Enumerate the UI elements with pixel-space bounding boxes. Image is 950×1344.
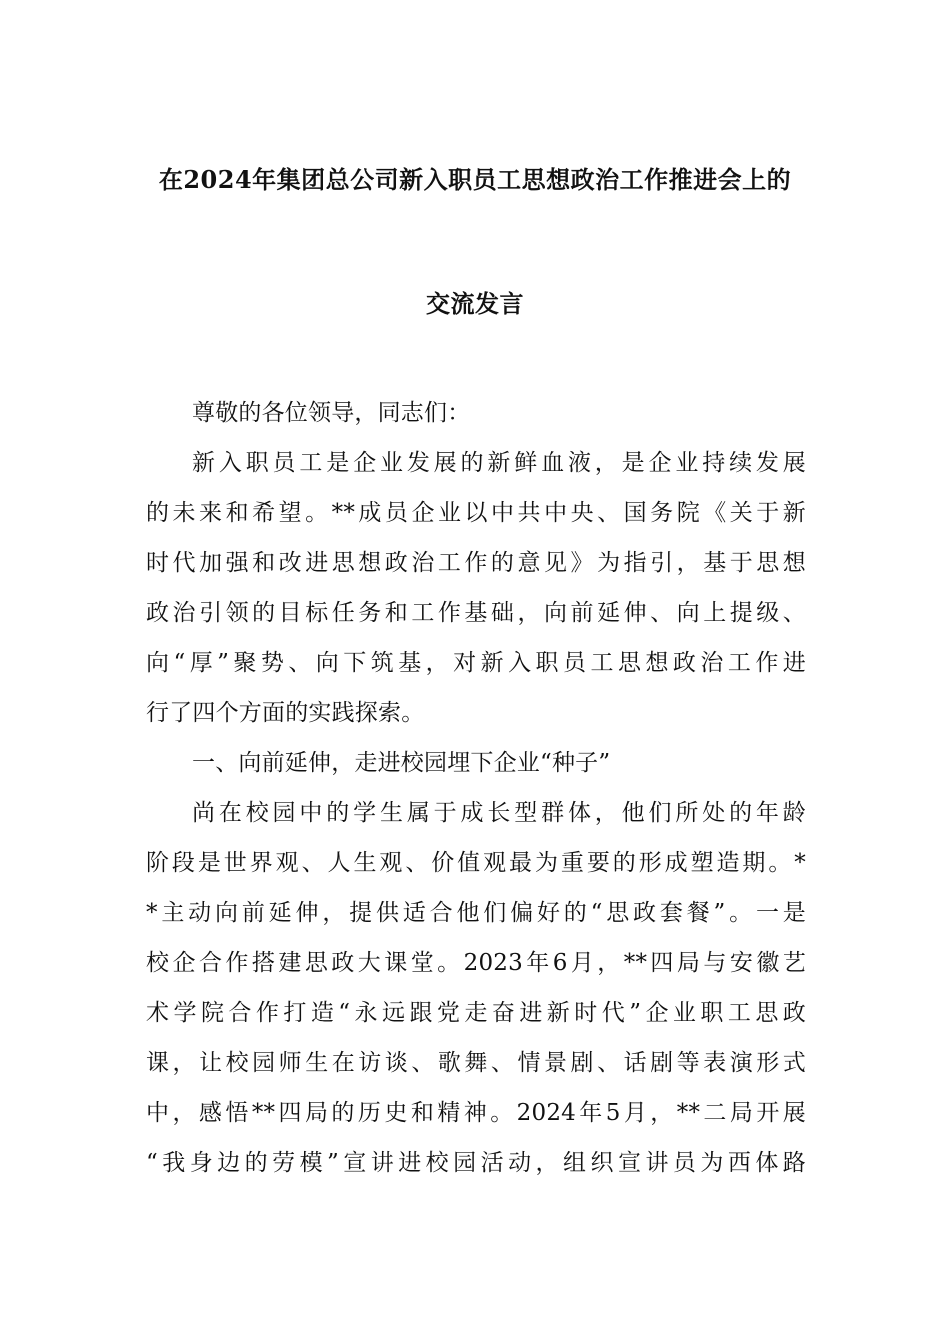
body-line: “我身边的劳模”宣讲进校园活动，组织宣讲员为西体路	[146, 1150, 806, 1176]
body-line: 术学院合作打造“永远跟党走奋进新时代”企业职工思政	[146, 1000, 806, 1026]
document-title-line-2: 交流发言	[426, 289, 524, 318]
body-line: 尚在校园中的学生属于成长型群体，他们所处的年龄	[192, 800, 806, 826]
body-line: *主动向前延伸，提供适合他们偏好的“思政套餐”。一是	[146, 900, 806, 926]
document-title-line-1: 在2024年集团总公司新入职员工思想政治工作推进会上的	[158, 165, 792, 194]
body-line: 政治引领的目标任务和工作基础，向前延伸、向上提级、	[146, 600, 806, 626]
body-line: 的未来和希望。**成员企业以中共中央、国务院《关于新	[146, 500, 806, 526]
body-line: 校企合作搭建思政大课堂。2023年6月，**四局与安徽艺	[146, 950, 806, 976]
document-body	[146, 396, 806, 1196]
body-line: 中，感悟**四局的历史和精神。2024年5月，**二局开展	[146, 1100, 806, 1126]
body-line: 行了四个方面的实践探索。	[146, 700, 425, 726]
body-line: 时代加强和改进思想政治工作的意见》为指引，基于思想	[146, 550, 806, 576]
body-line: 新入职员工是企业发展的新鲜血液，是企业持续发展	[192, 450, 806, 476]
body-line: 向“厚”聚势、向下筑基，对新入职员工思想政治工作进	[146, 650, 806, 676]
body-line: 阶段是世界观、人生观、价值观最为重要的形成塑造期。*	[146, 850, 806, 876]
salutation: 尊敬的各位领导，同志们：	[192, 400, 471, 426]
body-line: 课，让校园师生在访谈、歌舞、情景剧、话剧等表演形式	[146, 1050, 806, 1076]
section-heading: 一、向前延伸，走进校园埋下企业“种子”	[192, 750, 611, 776]
